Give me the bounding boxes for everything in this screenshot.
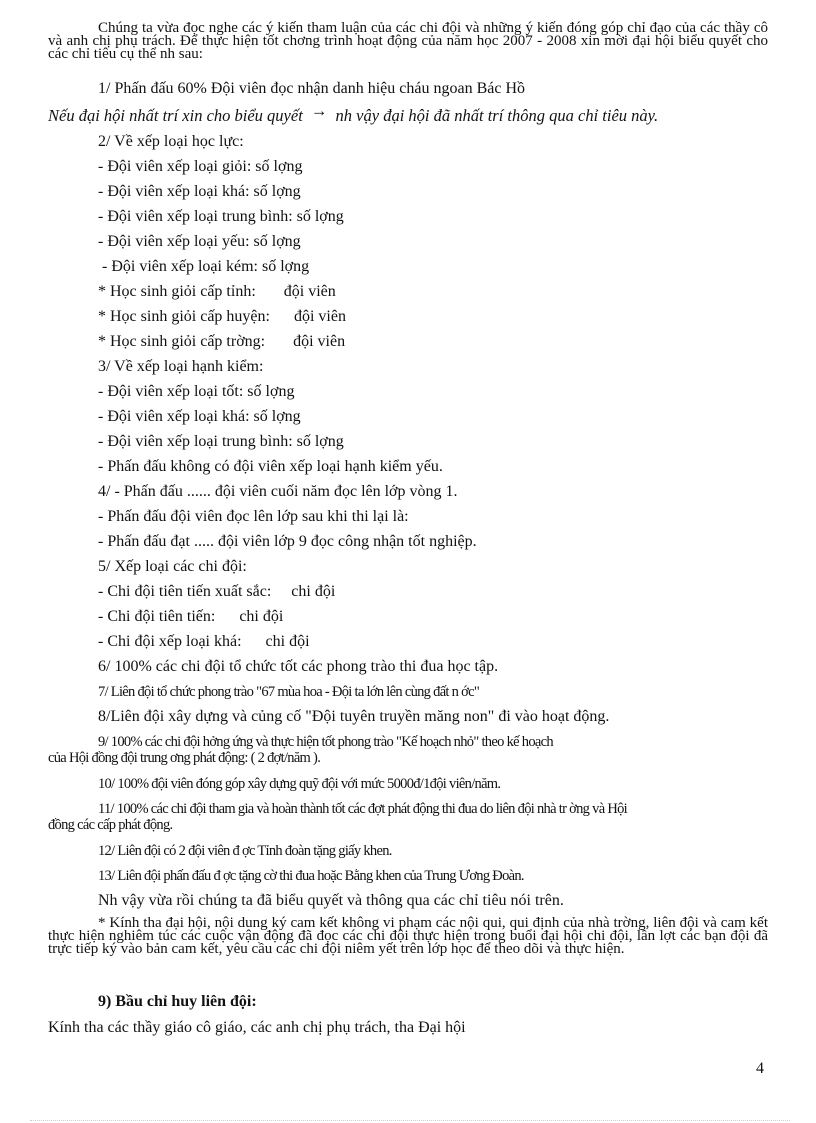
vote-line: [48, 101, 768, 125]
page-bottom-divider: [30, 1120, 790, 1121]
target-10: 10/ 100% đội viên đóng góp xây dựng quỹ đội với mức 5000đ/1đội viên/năm.: [98, 776, 501, 792]
gifted-province: * Học sinh giỏi cấp tỉnh: đội viên: [98, 283, 336, 300]
study-kha: - Đội viên xếp loại khá: số lợng: [98, 183, 301, 200]
chapter-good: - Chi đội xếp loại khá: chi đội: [98, 633, 310, 650]
study-kem: - Đội viên xếp loại kém: số lợng: [102, 258, 310, 275]
closing-line: Kính tha các thầy giáo cô giáo, các anh chị phụ trách, tha Đại hội: [48, 1019, 466, 1036]
study-trung-binh: - Đội viên xếp loại trung bình: số lợng: [98, 208, 344, 225]
target-4c: - Phấn đấu đạt ..... đội viên lớp 9 đọc công nhận tốt nghiệp.: [98, 533, 477, 550]
target-4b: - Phấn đấu đội viên đọc lên lớp sau khi thi lại là:: [98, 508, 409, 525]
target-12: 12/ Liên đội có 2 đội viên đ ợc Tỉnh đoàn tặng giấy khen.: [98, 843, 392, 859]
conduct-yeu: - Phấn đấu không có đội viên xếp loại hạnh kiểm yếu.: [98, 458, 443, 475]
target-8: 8/Liên đội xây dựng và củng cố "Đội tuyên truyền măng non" đi vào hoạt động.: [98, 708, 610, 725]
target-7: 7/ Liên đội tổ chức phong trào "67 mùa hoa - Đội ta lớn lên cùng đất n ớc": [98, 684, 480, 700]
target-2: 2/ Về xếp loại học lực:: [98, 133, 244, 150]
arrow-icon: →: [310, 101, 328, 120]
intro-paragraph: Chúng ta vừa đọc nghe các ý kiến tham luận của các chi đội và những ý kiến đóng góp chỉ đạo của các thầy cô và anh chị phụ trách. Để thực hiện tốt chơng trình hoạt động của năm học 2007 - 2008 xin mời đại hội biểu quyết cho các chỉ tiêu cụ thể nh sau:: [48, 20, 768, 62]
gifted-district: * Học sinh giỏi cấp huyện: đội viên: [98, 308, 346, 325]
conduct-tot: - Đội viên xếp loại tốt: số lợng: [98, 383, 295, 400]
study-yeu: - Đội viên xếp loại yếu: số lợng: [98, 233, 301, 250]
target-5: 5/ Xếp loại các chi đội:: [98, 558, 247, 575]
target-11-line-1: 11/ 100% các chi đội tham gia và hoàn thành tốt các đợt phát động thi đua do liên đội nhà tr ờng và Hội: [98, 801, 627, 817]
target-4: 4/ - Phấn đấu ...... đội viên cuối năm đọc lên lớp vòng 1.: [98, 483, 458, 500]
vote-text-b: nh vậy đại hội đã nhất trí thông qua chỉ tiêu này.: [335, 106, 659, 125]
conduct-kha: - Đội viên xếp loại khá: số lợng: [98, 408, 301, 425]
study-gioi: - Đội viên xếp loại giỏi: số lợng: [98, 158, 303, 175]
section-9-heading: 9) Bầu chỉ huy liên đội:: [98, 993, 257, 1010]
gifted-school: * Học sinh giỏi cấp trờng: đội viên: [98, 333, 346, 350]
chapter-advanced: - Chi đội tiên tiến: chi đội: [98, 608, 284, 625]
target-13: 13/ Liên đội phấn đấu đ ợc tặng cờ thi đua hoặc Bằng khen của Trung Ương Đoàn.: [98, 868, 524, 884]
target-3: 3/ Về xếp loại hạnh kiểm:: [98, 358, 264, 375]
vote-text-a: Nếu đại hội nhất trí xin cho biểu quyết: [48, 106, 303, 125]
approval-line: Nh vậy vừa rồi chúng ta đã biểu quyết và thông qua các chỉ tiêu nói trên.: [98, 892, 564, 909]
conduct-trung-binh: - Đội viên xếp loại trung bình: số lợng: [98, 433, 344, 450]
pledge-paragraph: * Kính tha đại hội, nội dung ký cam kết không vi phạm các nội qui, qui định của nhà trờng, liên đội và cam kết thực hiện nghiêm túc các cuộc vận động đã đọc các chi đội thực hiện trong buổi đại hội chi đội, lần lợt các bạn đội đã trực tiếp ký vào bản cam kết, yêu cầu các chi đội niêm yết trên lớp học để theo dõi và thực hiện.: [48, 915, 768, 957]
target-6: 6/ 100% các chi đội tổ chức tốt các phong trào thi đua học tập.: [98, 658, 499, 675]
chapter-excellent: - Chi đội tiên tiến xuất sắc: chi đội: [98, 583, 336, 600]
target-9-line-2: của Hội đồng đội trung ơng phát động: ( 2 đợt/năm ).: [48, 750, 321, 766]
target-11-line-2: đồng các cấp phát động.: [48, 817, 173, 833]
target-9-line-1: 9/ 100% các chi đội hởng ứng và thực hiện tốt phong trào "Kế hoạch nhỏ" theo kế hoạch: [98, 734, 553, 750]
target-1: 1/ Phấn đấu 60% Đội viên đọc nhận danh hiệu cháu ngoan Bác Hồ: [98, 80, 526, 97]
page-number: 4: [756, 1060, 764, 1077]
